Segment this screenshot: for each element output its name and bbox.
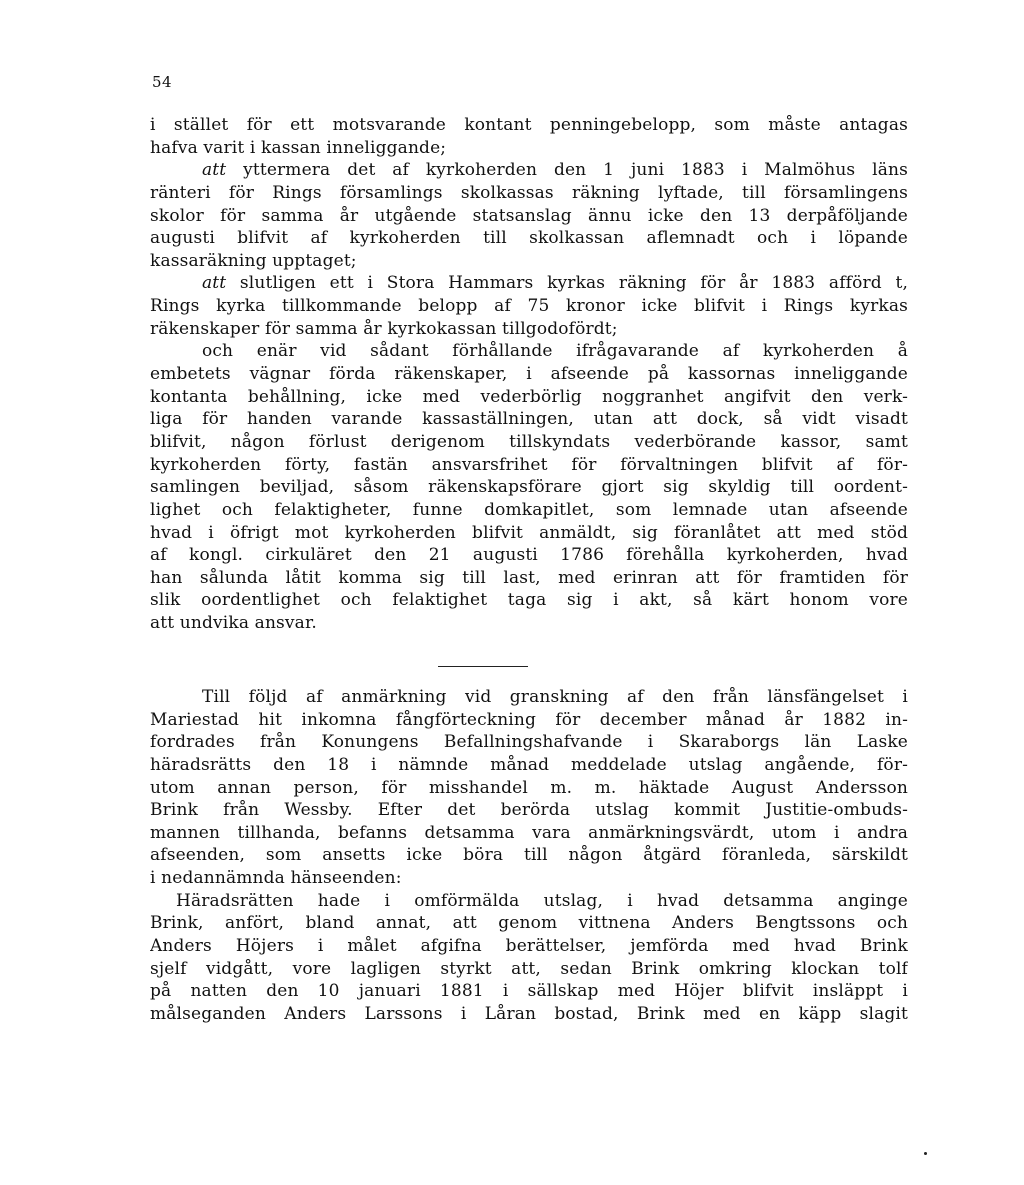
section-divider: [438, 666, 528, 667]
text-line: Till följd af anmärkning vid granskning af den från länsfängelset i: [202, 687, 908, 707]
text-line: lighet och felaktigheter, funne domkapitlet, som lemnade utan afseende: [150, 499, 908, 520]
text-line: liga för handen varande kassaställningen, utan att dock, så vidt visadt: [150, 409, 908, 430]
text-section-2: [150, 686, 908, 1026]
text-line: samlingen beviljad, såsom räkenskapsförare gjort sig skyldig till oordent-: [150, 477, 908, 498]
text-line: blifvit, någon förlust derigenom tillskyndats vederbörande kassor, samt: [150, 431, 908, 452]
text-line: han sålunda låtit komma sig till last, med erinran att för framtiden för: [150, 567, 908, 588]
text-line: i stället för ett motsvarande kontant penningebelopp, som måste antagas: [150, 115, 908, 135]
text-line: hafva varit i kassan inneliggande;: [150, 137, 447, 158]
text-line: embetets vägnar förda räkenskaper, i afseende på kassornas inneliggande: [150, 364, 908, 385]
text-line: hvad i öfrigt mot kyrkoherden blifvit anmäldt, sig föranlåtet att med stöd: [150, 522, 908, 543]
text-line: på natten den 10 januari 1881 i sällskap med Höjer blifvit insläppt i: [150, 981, 908, 1002]
text-line: ränteri för Rings församlings skolkassas räkning lyftade, till församlingens: [150, 182, 908, 203]
text-line: Anders Höjers i målet afgifna berättelser, jemförda med hvad Brink: [150, 936, 908, 957]
text-line-body: slutligen ett i Stora Hammars kyrkas räkning för år 1883 afförd t,: [226, 273, 908, 294]
text-line: räkenskaper för samma år kyrkokassan tillgodofördt;: [150, 318, 618, 339]
print-speck: [924, 1152, 927, 1155]
text-line: skolor för samma år utgående statsanslag ännu icke den 13 derpåföljande: [150, 205, 908, 226]
text-line: afseenden, som ansetts icke böra till någon åtgärd föranleda, särskildt: [150, 845, 908, 866]
text-line: mannen tillhanda, befanns detsamma vara anmärkningsvärdt, utom i andra: [150, 822, 908, 843]
text-line: i nedannämnda hänseenden:: [150, 868, 402, 889]
text-line-body: yttermera det af kyrkoherden den 1 juni 1883 i Malmöhus läns: [226, 160, 908, 181]
text-line: Rings kyrka tillkommande belopp af 75 kronor icke blifvit i Rings kyrkas: [150, 296, 908, 317]
text-line: slik oordentlighet och felaktighet taga sig i akt, så kärt honom vore: [150, 590, 908, 611]
text-line: målseganden Anders Larssons i Låran bostad, Brink med en käpp slagit: [150, 1003, 908, 1024]
italic-lead-word: att: [202, 273, 227, 294]
text-line: och enär vid sådant förhållande ifrågavarande af kyrkoherden å: [202, 341, 908, 362]
text-line: Häradsrätten hade i omförmälda utslag, i hvad detsamma anginge: [176, 890, 908, 911]
text-line: häradsrätts den 18 i nämnde månad meddelade utslag angående, för-: [150, 754, 908, 775]
text-line: kyrkoherden förty, fastän ansvarsfrihet för förvaltningen blifvit af för-: [150, 454, 908, 475]
text-line: af kongl. cirkuläret den 21 augusti 1786 förehålla kyrkoherden, hvad: [150, 545, 908, 566]
text-line: augusti blifvit af kyrkoherden till skolkassan aflemnadt och i löpande: [150, 228, 908, 249]
text-line: fordrades från Konungens Befallningshafvande i Skaraborgs län Laske: [150, 732, 908, 753]
text-line: kassaräkning upptaget;: [150, 250, 357, 271]
text-line: att undvika ansvar.: [150, 613, 317, 634]
text-line: Mariestad hit inkomna fångförteckning för december månad år 1882 in-: [150, 709, 908, 730]
text-line: Brink, anfört, bland annat, att genom vittnena Anders Bengtssons och: [150, 913, 908, 934]
text-line: kontanta behållning, icke med vederbörlig noggranhet angifvit den verk-: [150, 386, 908, 407]
text-line: Brink från Wessby. Efter det berörda utslag kommit Justitie-ombuds-: [150, 800, 908, 821]
text-line: [150, 159, 908, 182]
italic-lead-word: att: [202, 160, 227, 181]
text-line: [150, 272, 908, 295]
text-line: utom annan person, för misshandel m. m. häktade August Andersson: [150, 777, 908, 798]
page-number: 54: [152, 73, 173, 91]
text-line: sjelf vidgått, vore lagligen styrkt att, sedan Brink omkring klockan tolf: [150, 958, 908, 979]
text-section-1: [150, 114, 908, 635]
